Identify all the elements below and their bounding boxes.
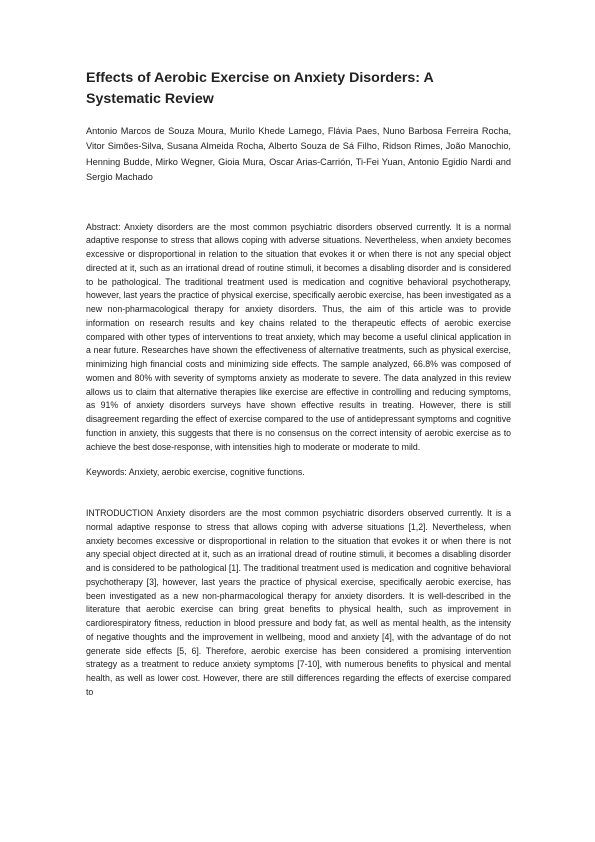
paper-title: Effects of Aerobic Exercise on Anxiety Disorders: A Systematic Review — [86, 70, 434, 107]
keywords-line: Keywords: Anxiety, aerobic exercise, cognitive functions. — [86, 467, 305, 478]
author-list: Antonio Marcos de Souza Moura, Murilo Khede Lamego, Flávia Paes, Nuno Barbosa Ferreira Rocha, Vitor Simões-Silva, Susana Almeida Rocha, Alberto Souza de Sá Filho, Ridson Rimes, João Manochio, Henning Budde, Mirko Wegner, Gioia Mura, Oscar Arias-Carrión, Ti-Fei Yuan, Antonio Egidio Nardi and Sergio Machado — [86, 126, 511, 183]
abstract-paragraph: Abstract: Anxiety disorders are the most common psychiatric disorders observed currently. It is a normal adaptive response to stress that allows coping with adverse situations. Nevertheless, when anxiety becomes excessive or disproportional in relation to the situation that evokes it or when there is not any special object directed at it, such as an irrational dread of routine stimuli, it becomes a disabling disorder and is considered to be pathological. The traditional treatment used is medication and cognitive behavioral psychotherapy, however, last years the practice of physical exercise, specifically aerobic exercise, has been investigated as a new non-pharmacological therapy for anxiety disorders. Thus, the aim of this article was to provide information on research results and key chains related to the therapeutic effects of aerobic exercise compared with other types of interventions to treat anxiety, which may become a useful clinical application in a near future. Researches have shown the effectiveness of alternative treatments, such as physical exercise, minimizing high financial costs and minimizing side effects. The sample analyzed, 66.8% was composed of women and 80% with severity of symptoms anxiety as moderate to severe. The data analyzed in this review allows us to claim that alternative therapies like exercise are effective in controlling and reducing symptoms, as 91% of anxiety disorders surveys have shown effective results in treating. However, there is still disagreement regarding the effect of exercise compared to the use of antidepressant symptoms and cognitive function in anxiety, this suggests that there is no consensus on the correct intensity of aerobic exercise as to achieve the best dose-response, with intensities high to moderate or moderate to mild. — [86, 221, 511, 452]
paper-content — [86, 68, 511, 700]
introduction-paragraph: INTRODUCTION Anxiety disorders are the most common psychiatric disorders observed currently. It is a normal adaptive response to stress that allows coping with adverse situations [1,2]. Nevertheless, when anxiety becomes excessive or disproportional in relation to the situation that evokes it or when there is not any special object directed at it, such as an irrational dread of routine stimuli, it becomes a disabling disorder and is considered to be pathological [1]. The traditional treatment used is medication and cognitive behavioral psychotherapy [3], however, last years the practice of physical exercise, specifically aerobic exercise, has been investigated as a new non-pharmacological therapy for anxiety disorders. It is well-described in the literature that aerobic exercise can bring great benefits to physical health, such as improvement in cardiorespiratory fitness, reduction in blood pressure and body fat, as well as mental health, as the intensity of negative thoughts and the improvement in wellbeing, mood and anxiety [4], with the advantage of do not generate side effects [5, 6]. Therefore, aerobic exercise has been considered a promising intervention strategy as a treatment to reduce anxiety symptoms [7-10], with numerous benefits to physical and mental health, as well as lower cost. However, there are still differences regarding the effects of exercise compared to — [86, 508, 511, 697]
